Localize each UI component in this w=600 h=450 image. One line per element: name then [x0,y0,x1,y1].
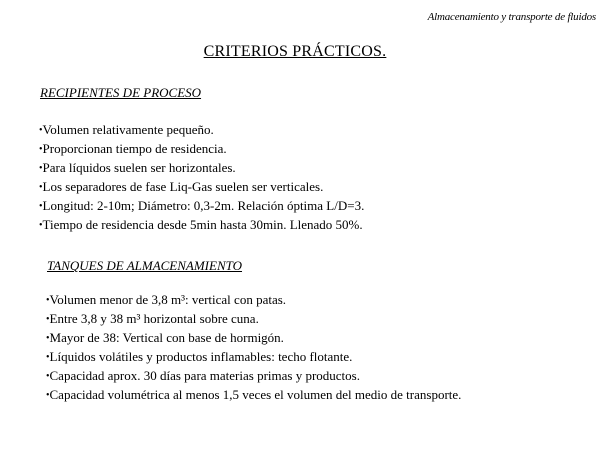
list-item [46,348,461,367]
list-item [39,216,364,235]
list-item [39,178,364,197]
list-item [39,159,364,178]
tanques-bullet-list [46,291,461,405]
section-heading-recipientes: RECIPIENTES DE PROCESO [40,85,202,100]
recipientes-bullet-list [39,121,364,235]
list-item-text: Proporcionan tiempo de residencia. [42,141,227,156]
list-item-text: Volumen relativamente pequeño. [42,122,214,137]
list-item-text: Para líquidos suelen ser horizontales. [42,160,236,175]
list-item-text: Líquidos volátiles y productos inflamables: techo flotante. [49,349,353,364]
list-item-text: Capacidad volumétrica al menos 1,5 veces el volumen del medio de transporte. [49,387,462,402]
bullet-icon: • [39,144,43,155]
bullet-icon: • [46,371,50,382]
bullet-icon: • [46,390,50,401]
list-item-text: Longitud: 2-10m; Diámetro: 0,3-2m. Relación óptima L/D=3. [42,198,365,213]
list-item-text: Entre 3,8 y 38 m³ horizontal sobre cuna. [49,311,259,326]
running-header: Almacenamiento y transporte de fluidos [427,11,596,23]
list-item [46,291,461,310]
section-heading-tanques: TANQUES DE ALMACENAMIENTO [47,258,243,273]
list-item-text: Los separadores de fase Liq-Gas suelen ser verticales. [42,179,324,194]
bullet-icon: • [46,352,50,363]
bullet-icon: • [39,220,43,231]
list-item-text: Tiempo de residencia desde 5min hasta 30min. Llenado 50%. [42,217,363,232]
list-item-text: Mayor de 38: Vertical con base de hormigón. [49,330,284,345]
bullet-icon: • [39,163,43,174]
list-item [46,386,461,405]
bullet-icon: • [39,125,43,136]
list-item [46,367,461,386]
page-title: CRITERIOS PRÁCTICOS. [203,43,387,60]
list-item [39,197,364,216]
list-item [46,310,461,329]
bullet-icon: • [39,201,43,212]
list-item-text: Volumen menor de 3,8 m³: vertical con patas. [49,292,287,307]
list-item [39,121,364,140]
bullet-icon: • [46,314,50,325]
bullet-icon: • [46,333,50,344]
list-item [39,140,364,159]
bullet-icon: • [39,182,43,193]
list-item [46,329,461,348]
bullet-icon: • [46,295,50,306]
list-item-text: Capacidad aprox. 30 días para materias primas y productos. [49,368,360,383]
